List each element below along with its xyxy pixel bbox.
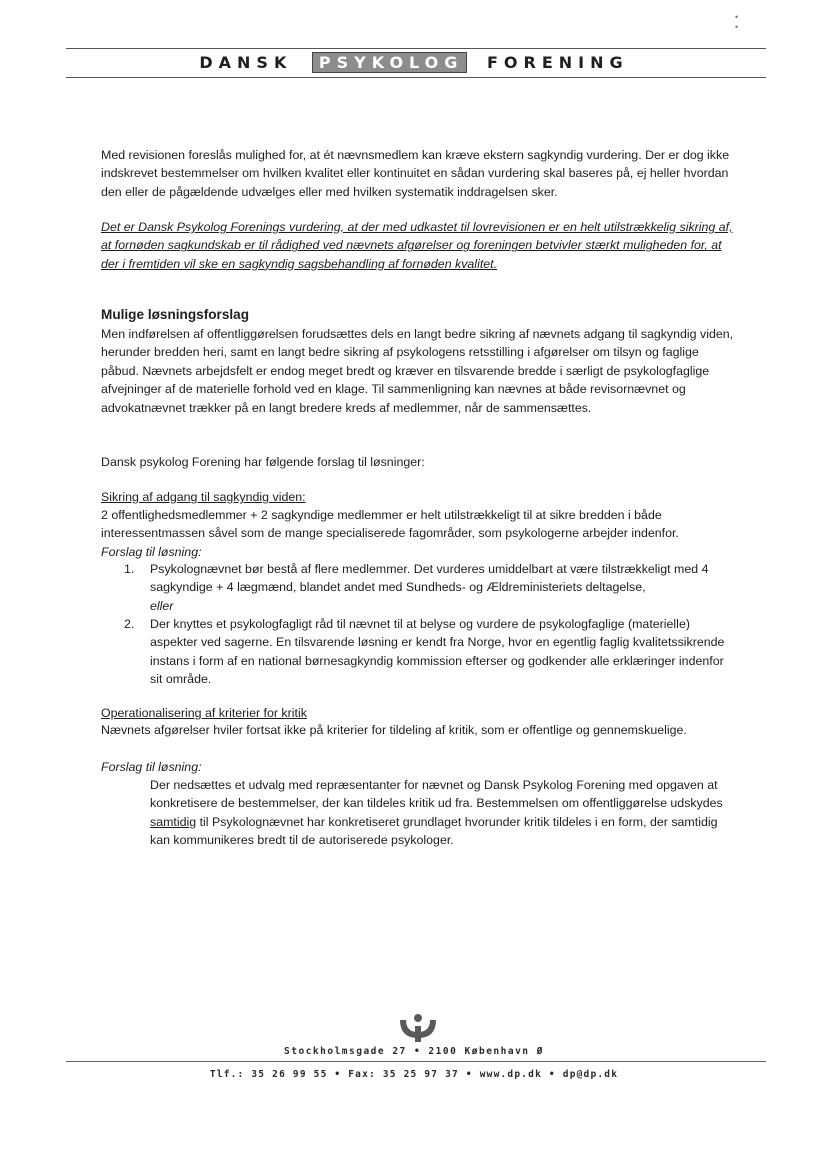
letterhead [0, 52, 828, 73]
footer-address: Stockholmsgade 27 • 2100 København Ø [284, 1046, 544, 1057]
header-rule-top [66, 48, 766, 49]
section2-paragraph: Nævnets afgørelser hviler fortsat ikke på kriterier for tildeling af kritik, som er offentlige og gennemskuelige. [101, 723, 687, 737]
list-item-text: Psykolognævnet bør bestå af flere medlemmer. Det vurderes umiddelbart at være tilstrækkeligt med 4 sagkyndige + 4 lægmænd, blandet andet med Sundheds- og Ældreministeriets deltagelse, [150, 562, 709, 595]
solutions-heading: Mulige løsningsforslag [101, 307, 250, 322]
letterhead-middle: PSYKOLOG [312, 52, 467, 73]
section2-heading: Operationalisering af kriterier for kritik [101, 706, 307, 720]
section2-proposal-part-a: Der nedsættes et udvalg med repræsentanter for nævnet og Dansk Psykolog Forening med opgaven at konkretisere de bestemmelser, der kan tildeles kritik ud fra. Bestemmelsen om offentliggørelse udskydes [150, 778, 723, 811]
header-rule-bottom [66, 77, 766, 78]
list-item-suffix: eller [150, 598, 174, 613]
list-number: 2. [124, 617, 135, 631]
section1-forslag-label: Forslag til løsning: [101, 545, 202, 559]
section1-paragraph: 2 offentlighedsmedlemmer + 2 sagkyndige medlemmer er helt utilstrækkeligt til at sikre bredden i både interessentmassen såvel som de mange specialiserede fagområder, som psykologerne arbejder indenfor. [101, 508, 679, 541]
section2-forslag-label: Forslag til løsning: [101, 760, 202, 774]
dp-logo-icon [396, 1012, 440, 1042]
section1-heading: Sikring af adgang til sagkyndig viden: [101, 490, 306, 504]
solutions-paragraph: Men indførelsen af offentliggørelsen forudsættes dels en langt bedre sikring af nævnets adgang til sagkyndig viden, herunder bredden heri, samt en langt bedre sikring af psykologens retsstilling i afgørelser om tilsyn og faglige påbud. Nævnets arbejdsfelt er endog meget bredt og kræver en tilsvarende bredde i særligt de psykologfaglige afvejninger af de materielle forhold ved en klage. Til sammenligning kan nævnes at både revisornævnet og advokatnævnet trækker på en langt bredere kreds af medlemmer, når de sammensættes. [101, 327, 734, 415]
section2-proposal-part-b: til Psykolognævnet har konkretiseret grundlaget hvorunder kritik tildeles i en form, der samtidig kan kommunikeres bredt til de autoriserede psykologer. [150, 814, 718, 848]
list-number: 1. [124, 562, 135, 576]
proposals-intro: Dansk psykolog Forening har følgende forslag til løsninger: [101, 455, 425, 469]
proposal-list-item-1 [124, 560, 738, 615]
footer-rule [66, 1061, 766, 1062]
section2-proposal-underlined: samtidig [150, 814, 197, 829]
assessment-paragraph: Det er Dansk Psykolog Forenings vurdering, at der med udkastet til lovrevisionen er en helt utilstrækkelig sikring af, at fornøden sagkundskab er til rådighed ved nævnets afgørelser og foreningen betvivler stærkt muligheden for, at der i fremtiden vil ske en sagkyndig sagsbehandling af fornøden kvalitet. [101, 220, 733, 271]
proposal-list-item-2 [124, 615, 738, 689]
scan-marks: • • [735, 12, 769, 32]
intro-paragraph: Med revisionen foreslås mulighed for, at ét nævnsmedlem kan kræve ekstern sagkyndig vurdering. Der er dog ikke indskrevet bestemmelser om hvilken kvalitet eller kontinuitet en sådan vurdering skal baseres på, ej heller hvordan den eller de pågældende udvælges eller med hvilken systematik inddragelsen sker. [101, 148, 730, 199]
letterhead-right: FORENING [486, 53, 629, 72]
letterhead-left: DANSK [199, 53, 293, 72]
list-item-text: Der knyttes et psykologfagligt råd til nævnet til at belyse og vurdere de psykologfaglige (materielle) aspekter ved sagerne. En tilsvarende løsning er kendt fra Norge, hvor en egentlig faglig kvalitetssikrende instans i form af en national børnesagkyndig kommission efterser og godkender alle erklæringer indenfor sit område. [150, 617, 725, 687]
section2-proposal [150, 776, 738, 850]
footer-contact: Tlf.: 35 26 99 55 • Fax: 35 25 97 37 • www.dp.dk • dp@dp.dk [209, 1069, 619, 1080]
